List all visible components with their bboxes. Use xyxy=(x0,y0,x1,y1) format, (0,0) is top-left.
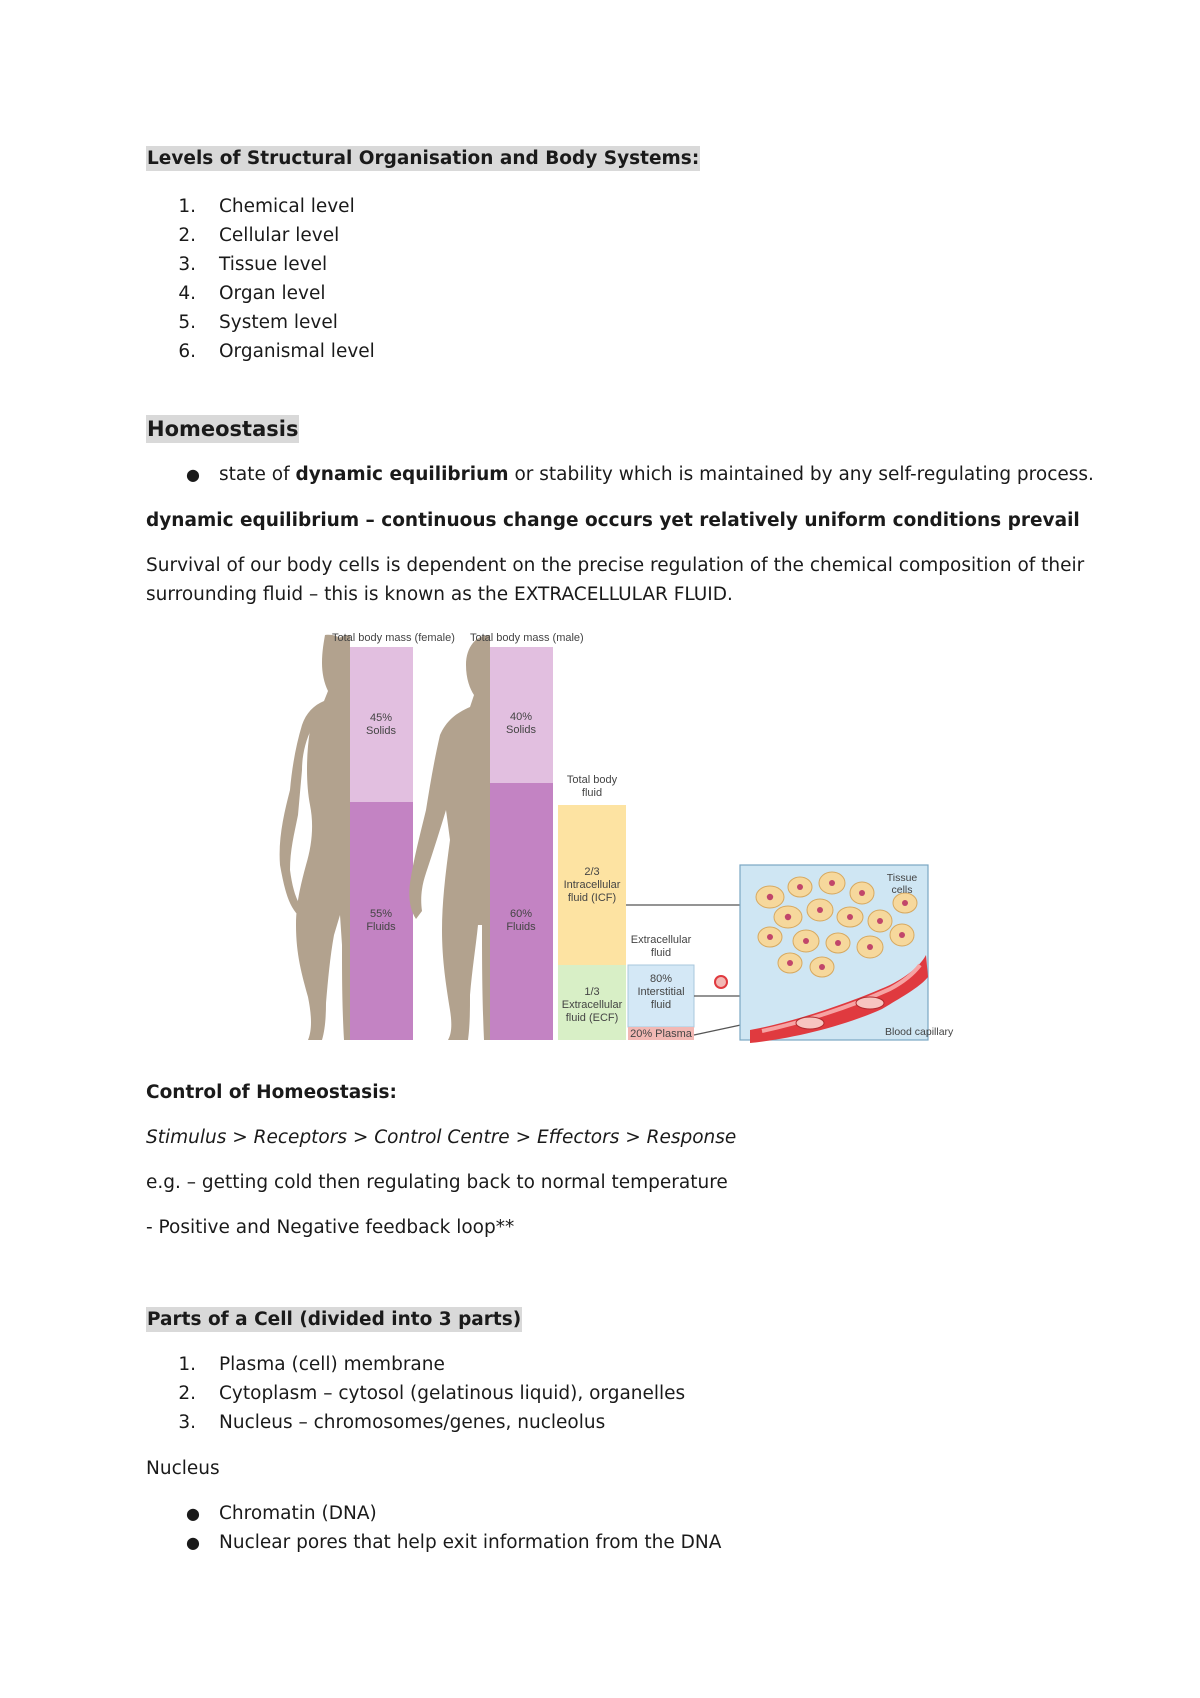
capillary-cell xyxy=(796,1017,824,1029)
section-heading-levels xyxy=(146,148,700,170)
male-solids-label: Solids xyxy=(506,724,536,736)
bullet-icon: ● xyxy=(186,1533,200,1552)
section-heading-homeostasis xyxy=(146,416,299,442)
female-solids-pct: 45% xyxy=(369,712,393,724)
plasma-label: 20% Plasma xyxy=(630,1028,692,1040)
section-heading-cell xyxy=(146,1309,522,1331)
list-number: 1. xyxy=(178,196,196,217)
capillary-cell xyxy=(856,997,884,1009)
list-number: 1. xyxy=(178,1354,196,1375)
list-number: 3. xyxy=(178,254,196,275)
male-solids-pct: 40% xyxy=(509,711,533,723)
list-number: 6. xyxy=(178,341,196,362)
list-number: 2. xyxy=(178,225,196,246)
paragraph-line: Survival of our body cells is dependent on the precise regulation of the chemical composition of their xyxy=(146,555,1085,576)
female-title: Total body mass (female) xyxy=(332,632,455,644)
bullet-icon: ● xyxy=(186,1504,200,1523)
heading-highlight: Levels of Structural Organisation and Body Systems: xyxy=(147,148,700,169)
bullet-text: Nuclear pores that help exit information from the DNA xyxy=(219,1532,722,1553)
female-silhouette-body xyxy=(296,635,350,1040)
icf-fraction: 2/3 xyxy=(584,866,600,878)
list-number: 4. xyxy=(178,283,196,304)
list-item-text: Cellular level xyxy=(219,225,340,246)
nucleus-label: Nucleus xyxy=(146,1458,220,1479)
dynamic-equilibrium-definition: dynamic equilibrium – continuous change occurs yet relatively uniform conditions prevail xyxy=(146,510,1080,531)
ecf-label-2: fluid (ECF) xyxy=(565,1012,619,1024)
control-flow: Stimulus > Receptors > Control Centre > Effectors > Response xyxy=(146,1127,737,1148)
total-body-fluid-label-2: fluid xyxy=(581,787,603,799)
tissue-cells-label-1: Tissue xyxy=(886,872,918,884)
bullet-icon: ● xyxy=(186,465,200,484)
list-item-text: System level xyxy=(219,312,338,333)
body-fluid-figure xyxy=(250,625,954,1045)
female-fluids-label: Fluids xyxy=(366,921,396,933)
list-item-text: Cytoplasm – cytosol (gelatinous liquid), organelles xyxy=(219,1383,686,1404)
total-body-fluid-label-1: Total body xyxy=(566,774,618,786)
control-heading: Control of Homeostasis: xyxy=(146,1082,397,1103)
icf-label-2: fluid (ICF) xyxy=(567,892,617,904)
male-fluids-label: Fluids xyxy=(506,921,536,933)
icf-label-1: Intracellular xyxy=(563,879,621,891)
male-fluids-pct: 60% xyxy=(509,908,533,920)
list-number: 5. xyxy=(178,312,196,333)
bullet-text xyxy=(219,464,1094,486)
heading-highlight: Homeostasis xyxy=(147,417,299,441)
list-number: 3. xyxy=(178,1412,196,1433)
list-item-text: Tissue level xyxy=(219,254,328,275)
list-item-text: Plasma (cell) membrane xyxy=(219,1354,445,1375)
list-item-text: Nucleus – chromosomes/genes, nucleolus xyxy=(219,1412,606,1433)
ecf-label-1: Extracellular xyxy=(561,999,623,1011)
interstitial-label-1: Interstitial xyxy=(637,986,685,998)
interstitial-label-2: fluid xyxy=(650,999,672,1011)
bullet-text-pre: state of xyxy=(219,464,296,485)
male-title: Total body mass (male) xyxy=(470,632,584,644)
list-item-text: Chemical level xyxy=(219,196,355,217)
male-silhouette xyxy=(409,635,490,1040)
bullet-text-bold: dynamic equilibrium xyxy=(295,464,509,485)
bullet-text: Chromatin (DNA) xyxy=(219,1503,377,1524)
list-number: 2. xyxy=(178,1383,196,1404)
control-example: e.g. – getting cold then regulating back to normal temperature xyxy=(146,1172,728,1193)
list-item-text: Organ level xyxy=(219,283,326,304)
tissue-cells-label-2: cells xyxy=(891,884,913,896)
blood-capillary-label: Blood capillary xyxy=(885,1026,954,1038)
paragraph-line: surrounding fluid – this is known as the EXTRACELLULAR FLUID. xyxy=(146,584,733,605)
list-item-text: Organismal level xyxy=(219,341,375,362)
heading-highlight: Parts of a Cell (divided into 3 parts) xyxy=(147,1309,522,1330)
bullet-text-post: or stability which is maintained by any self-regulating process. xyxy=(508,464,1094,485)
interstitial-pct: 80% xyxy=(649,973,673,985)
extracellular-fluid-label-2: fluid xyxy=(650,947,672,959)
female-fluids-pct: 55% xyxy=(369,908,393,920)
feedback-note: - Positive and Negative feedback loop** xyxy=(146,1217,515,1238)
marker-dot xyxy=(715,976,727,988)
ecf-fraction: 1/3 xyxy=(584,986,600,998)
extracellular-fluid-label-1: Extracellular xyxy=(630,934,692,946)
female-solids-label: Solids xyxy=(366,725,396,737)
